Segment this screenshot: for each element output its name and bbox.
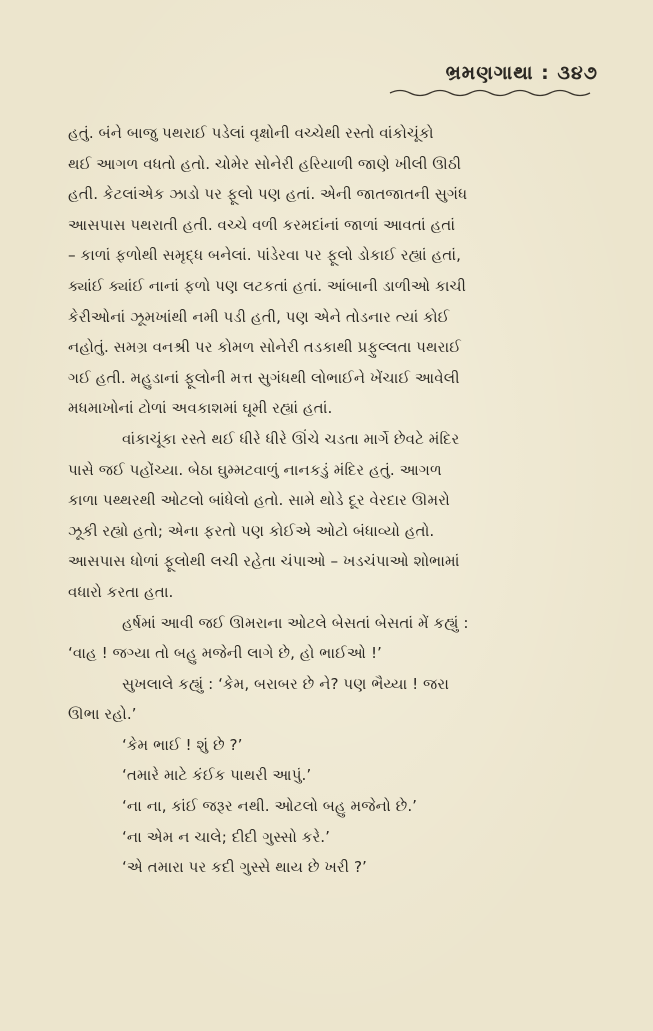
text-line: કાળા પથ્થરથી ઓટલો બાંધેલો હતો. સામે થોડે દૂર વેરદાર ઊમરો	[68, 491, 450, 510]
text-line: હર્ષમાં આવી જઈ ઊમરાના ઓટલે બેસતાં બેસતાં મેં કહ્યું :	[122, 613, 469, 632]
running-header-title: ભ્રમણગાથા : ૩૪૭	[445, 62, 598, 84]
paragraph	[68, 852, 608, 883]
text-line: ‘વાહ ! જગ્યા તો બહુ મજેની લાગે છે, હો ભાઈઓ !’	[68, 644, 382, 663]
text-line: હતું. બંને બાજુ પથરાઈ પડેલાં વૃક્ષોની વચ્ચેથી રસ્તો વાંકોચૂંકો	[68, 124, 434, 142]
text-line: – કાળાં ફળોથી સમૃદ્ધ બનેલાં. પાંડેરવા પર ફૂલો ડોકાઈ રહ્યાં હતાં,	[68, 246, 461, 265]
text-line: ‘ના એમ ન ચાલે; દીદી ગુસ્સો કરે.’	[122, 827, 330, 846]
text-line: ‘એ તમારા પર કદી ગુસ્સે થાય છે ખરી ?’	[122, 858, 367, 877]
paragraph	[68, 760, 608, 791]
text-line: ‘કેમ ભાઈ ! શું છે ?’	[122, 735, 243, 754]
text-line: પાસે જઈ પહોંચ્યા. બેઠા ઘુમ્મટવાળું નાનકડું મંદિર હતું. આગળ	[68, 460, 442, 479]
paragraph	[68, 118, 608, 424]
text-line: ગઈ હતી. મહુડાનાં ફૂલોની મત્ત સુગંધથી લોભાઈને ખેંચાઈ આવેલી	[68, 368, 460, 387]
text-line: વાંકાચૂંકા રસ્તે થઈ ધીરે ધીરે ઊંચે ચડતા માર્ગે છેવટે મંદિર	[122, 429, 460, 448]
text-line: હતી. કેટલાંએક ઝાડો પર ફૂલો પણ હતાં. એની જાતજાતની સુગંધ	[68, 185, 468, 204]
text-line: થઈ આગળ વધતો હતો. ચોમેર સોનેરી હરિયાળી જાણે ખીલી ઊઠી	[68, 154, 462, 173]
paragraph	[68, 669, 608, 730]
text-line: કેરીઓનાં ઝૂમખાંથી નમી પડી હતી, પણ એને તોડનાર ત્યાં કોઈ	[68, 307, 450, 326]
paragraph	[68, 424, 608, 608]
text-line: ઝૂકી રહ્યો હતો; એના ફરતો પણ કોઈએ ઓટો બંધાવ્યો હતો.	[68, 521, 435, 540]
body-text	[68, 118, 608, 883]
text-line: ‘ના ના, કાંઈ જરૂર નથી. ઓટલો બહુ મજેનો છે.’	[122, 797, 417, 816]
paragraph	[68, 730, 608, 761]
header-ornament-underline-icon	[388, 88, 593, 98]
text-line: નહોતું. સમગ્ર વનશ્રી પર કોમળ સોનેરી તડકાથી પ્રફુલ્લતા પથરાઈ	[68, 338, 461, 357]
text-line: સુખલાલે કહ્યું : ‘કેમ, બરાબર છે ને? પણ ભૈય્યા ! જરા	[122, 674, 449, 693]
text-line: આસપાસ ધોળાં ફૂલોથી લચી રહેતા ચંપાઓ – ખડચંપાઓ શોભામાં	[68, 552, 460, 571]
text-line: ‘તમારે માટે કંઈક પાથરી આપું.’	[122, 766, 312, 785]
paragraph	[68, 822, 608, 853]
text-line: વધારો કરતા હતા.	[68, 582, 174, 601]
paragraph	[68, 791, 608, 822]
text-line: મધમાખોનાં ટોળાં અવકાશમાં ઘૂમી રહ્યાં હતાં.	[68, 399, 333, 418]
text-line: ઊભા રહો.’	[68, 705, 137, 724]
paragraph	[68, 608, 608, 669]
text-line: ક્યાંઈ ક્યાંઈ નાનાં ફળો પણ લટકતાં હતાં. આંબાની ડાળીઓ કાચી	[68, 276, 467, 295]
text-line: આસપાસ પથરાતી હતી. વચ્ચે વળી કરમદાંનાં જાળાં આવતાં હતાં	[68, 215, 456, 234]
